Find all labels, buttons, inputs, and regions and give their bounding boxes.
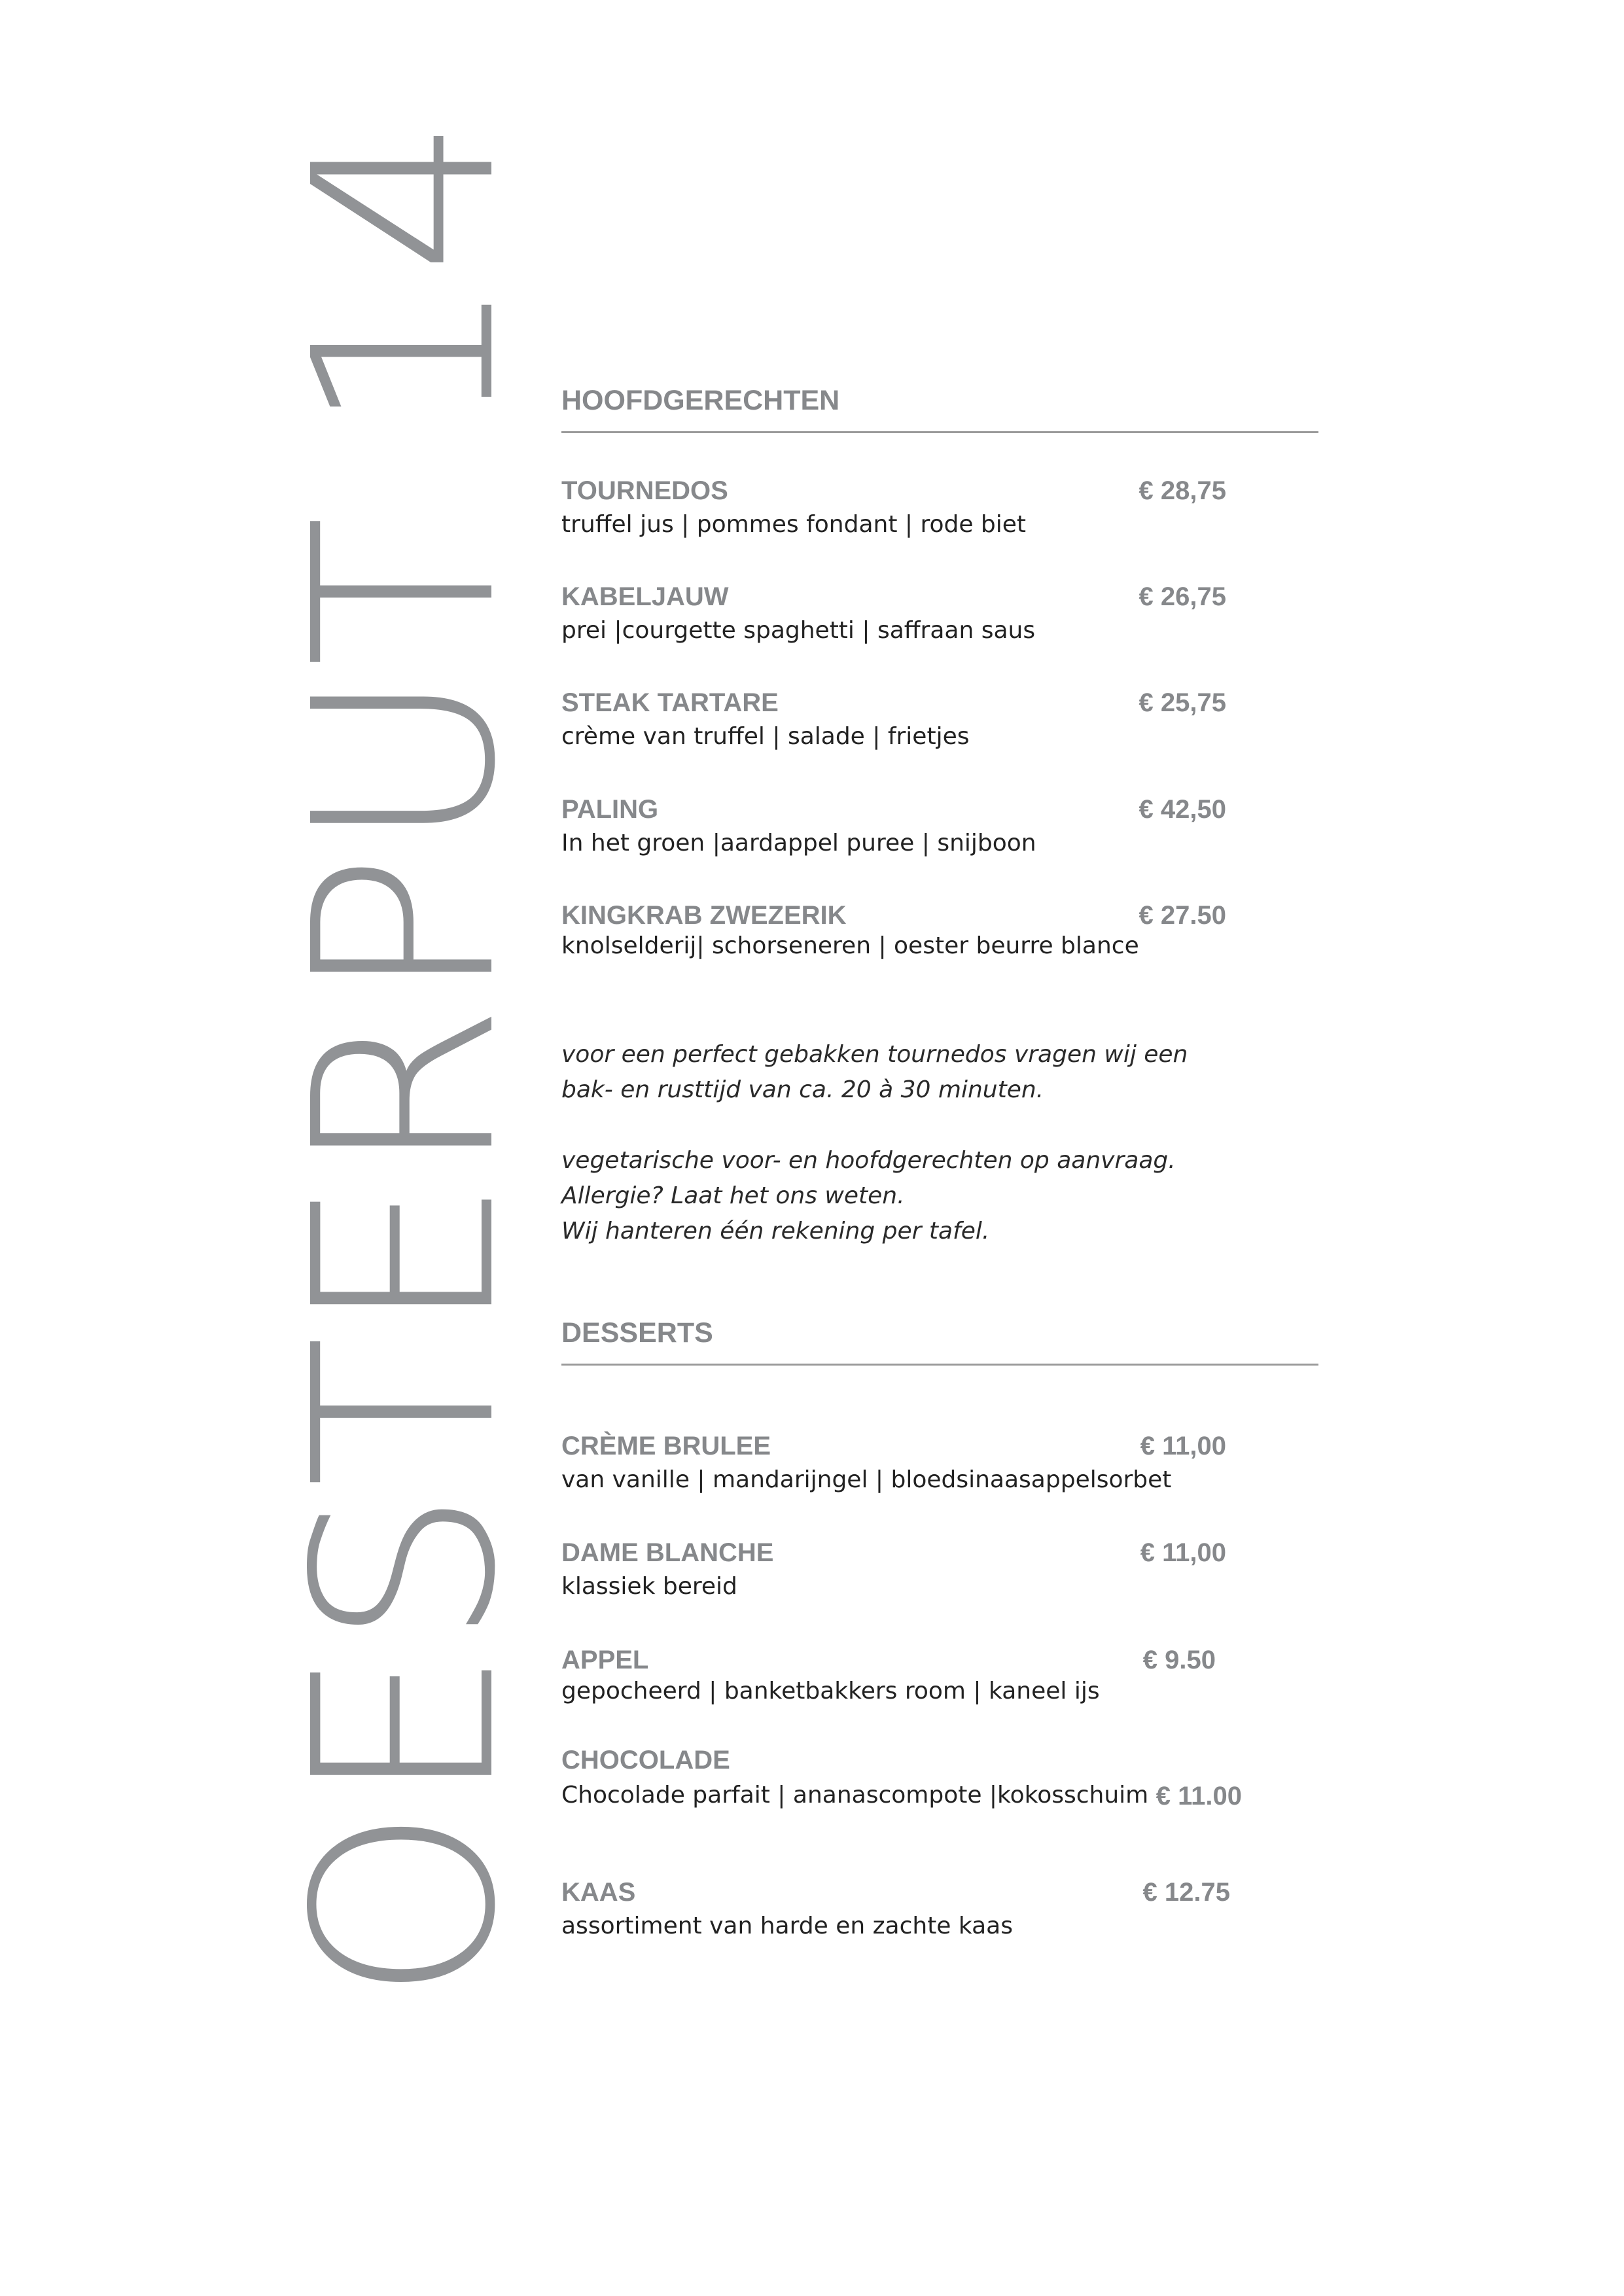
item-price: € 11,00 <box>1140 1538 1226 1567</box>
note-allergy: Allergie? Laat het ons weten. <box>561 1182 905 1209</box>
item-name: APPEL <box>561 1646 649 1674</box>
item-price: € 25,75 <box>1139 688 1226 717</box>
item-name: DAME BLANCHE <box>561 1538 774 1567</box>
note-tournedos-line-2: bak- en rusttijd van ca. 20 à 30 minuten. <box>561 1076 1044 1103</box>
item-description: knolselderij| schorseneren | oester beurre blance <box>561 932 1139 959</box>
item-description: truffel jus | pommes fondant | rode biet <box>561 511 1027 538</box>
menu-item <box>561 1878 1320 1950</box>
note-tournedos-line-1: voor een perfect gebakken tournedos vragen wij een <box>561 1041 1188 1068</box>
menu-item <box>561 688 1320 760</box>
item-name: TOURNEDOS <box>561 476 728 505</box>
item-price: € 11.00 <box>1156 1782 1242 1810</box>
item-name: CRÈME BRULEE <box>561 1432 771 1460</box>
item-name: KAAS <box>561 1878 636 1907</box>
item-price: € 28,75 <box>1139 476 1226 505</box>
item-price: € 42,50 <box>1139 795 1226 824</box>
item-name: STEAK TARTARE <box>561 688 779 717</box>
item-price: € 26,75 <box>1139 582 1226 611</box>
item-description: crème van truffel | salade | frietjes <box>561 723 970 750</box>
item-price: € 9.50 <box>1142 1646 1216 1674</box>
item-name: CHOCOLADE <box>561 1746 730 1775</box>
note-bill: Wij hanteren één rekening per tafel. <box>561 1218 990 1245</box>
section-heading-main: HOOFDGERECHTEN <box>561 385 1318 433</box>
item-price: € 27.50 <box>1139 901 1226 930</box>
menu-item <box>561 1746 1320 1818</box>
menu-item <box>561 795 1320 867</box>
item-description: van vanille | mandarijngel | bloedsinaasappelsorbet <box>561 1466 1172 1493</box>
item-description: gepocheerd | banketbakkers room | kaneel ijs <box>561 1678 1100 1704</box>
item-description: In het groen |aardappel puree | snijboon <box>561 830 1036 857</box>
item-description: assortiment van harde en zachte kaas <box>561 1913 1013 1939</box>
menu-item <box>561 1538 1320 1610</box>
menu-item <box>561 1432 1320 1504</box>
note-vegetarian: vegetarische voor- en hoofdgerechten op aanvraag. <box>561 1147 1176 1174</box>
item-description: prei |courgette spaghetti | saffraan saus <box>561 617 1036 644</box>
item-price: € 12.75 <box>1142 1878 1230 1907</box>
item-name: PALING <box>561 795 659 824</box>
brand-title: OESTERPUT 14 <box>260 115 550 2002</box>
menu-item <box>561 476 1320 548</box>
section-heading-desserts: DESSERTS <box>561 1317 1318 1366</box>
menu-item <box>561 582 1320 654</box>
item-name: KABELJAUW <box>561 582 729 611</box>
item-description: klassiek bereid <box>561 1573 737 1600</box>
item-name: KINGKRAB ZWEZERIK <box>561 901 847 930</box>
item-description: Chocolade parfait | ananascompote |kokosschuim <box>561 1782 1149 1809</box>
menu-item <box>561 1646 1320 1718</box>
menu-item <box>561 901 1320 973</box>
item-price: € 11,00 <box>1140 1432 1226 1460</box>
menu-notes <box>561 1037 1412 1249</box>
